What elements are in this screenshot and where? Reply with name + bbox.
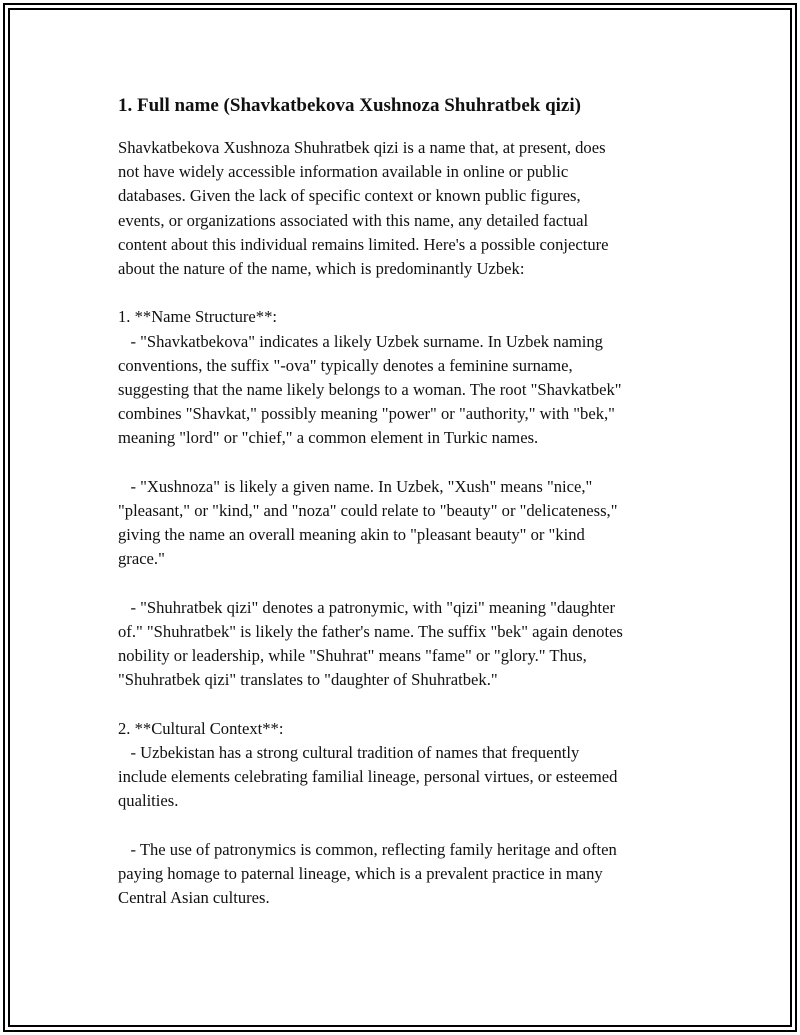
- document-content: [118, 94, 688, 911]
- document-title: 1. Full name (Shavkatbekova Xushnoza Shuhratbek qizi): [118, 95, 581, 116]
- document-body: Shavkatbekova Xushnoza Shuhratbek qizi is a name that, at present, does not have widely accessible information available in online or public databases. Given the lack of specific context or known public figures, events, or organizations associated with this name, any detailed factual content about this individual remains limited. Here's a possible conjecture about the nature of the name, which is predominantly Uzbek: 1. **Name Structure**: - "Shavkatbekova" indicates a likely Uzbek surname. In Uzbek naming conventions, the suffix "-ova" typically denotes a feminine surname, suggesting that the name likely belongs to a woman. The root "Shavkatbek" combines "Shavkat," possibly meaning "power" or "authority," with "bek," meaning "lord" or "chief," a common element in Turkic names. - "Xushnoza" is likely a given name. In Uzbek, "Xush" means "nice," "pleasant," or "kind," and "noza" could relate to "beauty" or "delicateness," giving the name an overall meaning akin to "pleasant beauty" or "kind grace." - "Shuhratbek qizi" denotes a patronymic, with "qizi" meaning "daughter of." "Shuhratbek" is likely the father's name. The suffix "bek" again denotes nobility or leadership, while "Shuhrat" means "fame" or "glory." Thus, "Shuhratbek qizi" translates to "daughter of Shuhratbek." 2. **Cultural Context**: - Uzbekistan has a strong cultural tradition of names that frequently include elements celebrating familial lineage, personal virtues, or esteemed qualities. - The use of patronymics is common, reflecting family heritage and often paying homage to paternal lineage, which is a prevalent practice in many Central Asian cultures.: [118, 138, 623, 908]
